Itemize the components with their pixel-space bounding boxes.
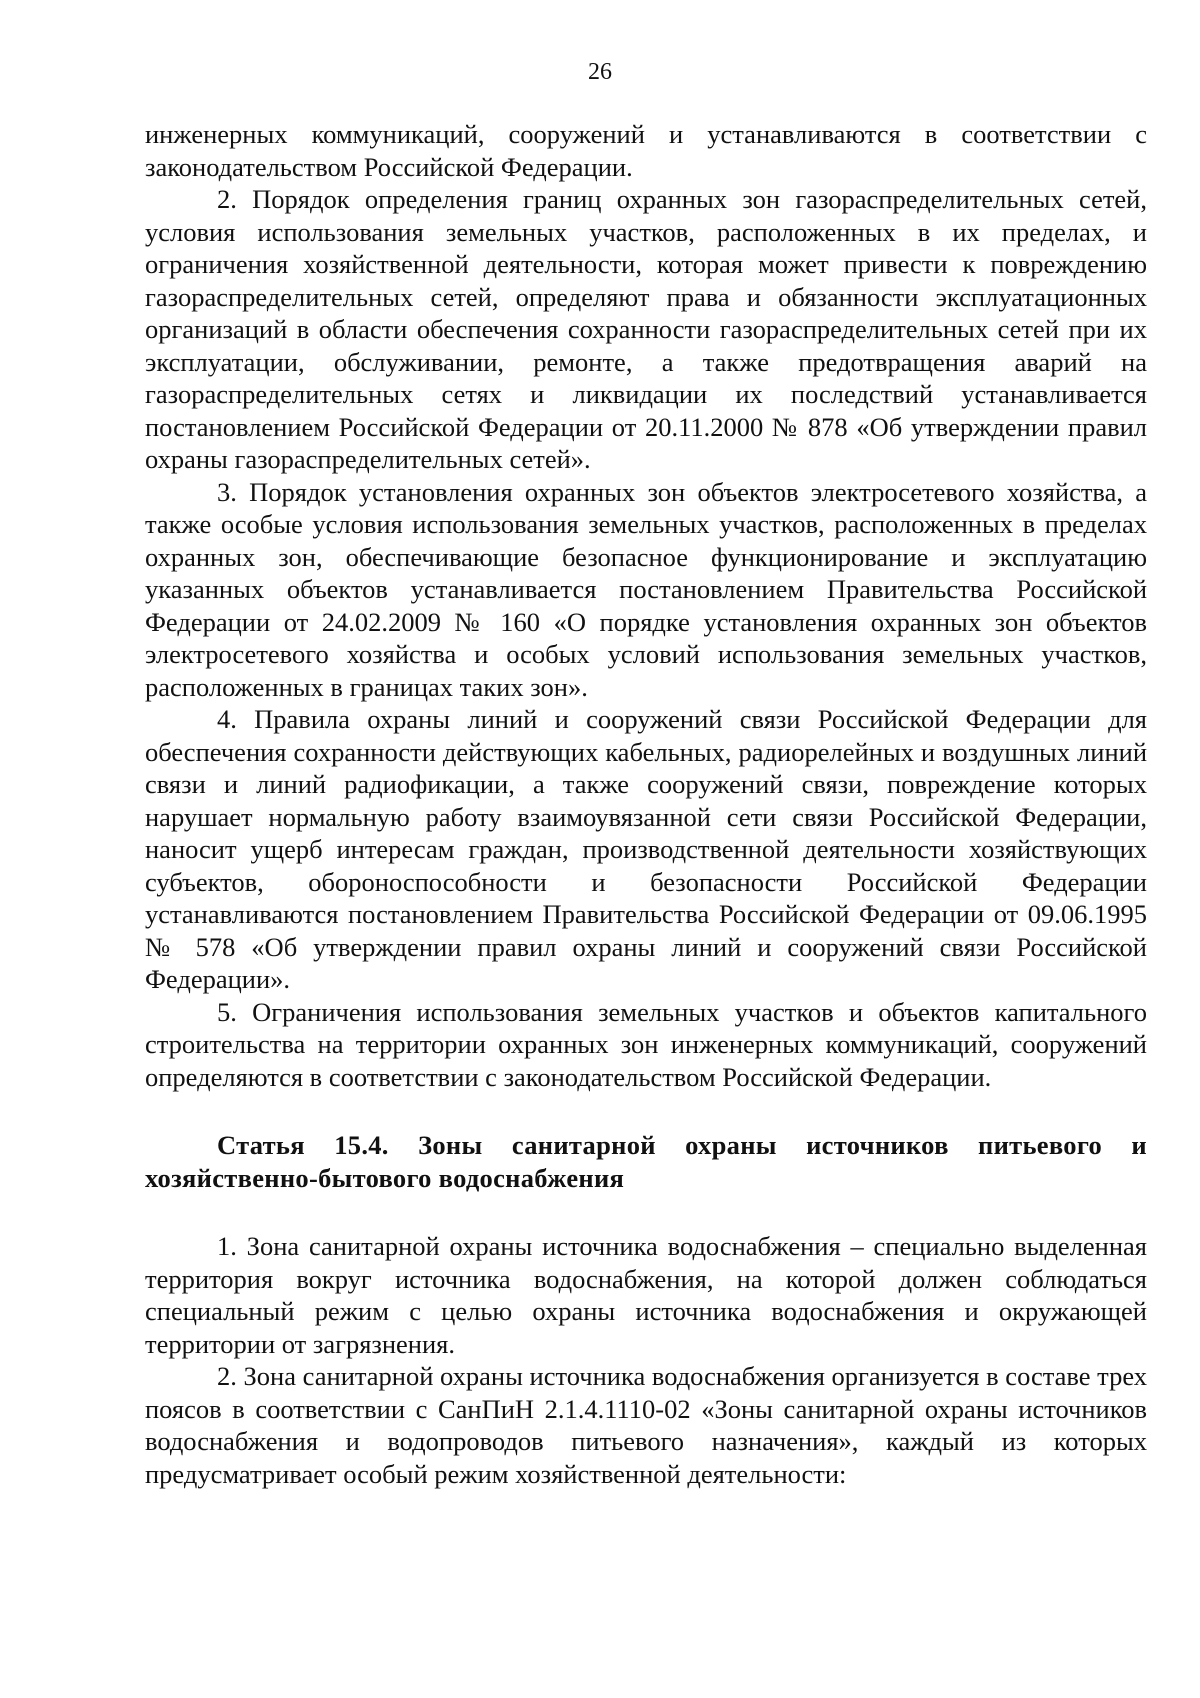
page-number: 26 (588, 59, 612, 85)
paragraph-item-3-electric-grid: 3. Порядок установления охранных зон объектов электросетевого хозяйства, а также особые условия использования земельных участков, расположенных в пределах охранных зон, обеспечивающие безопасное функционирование и эксплуатацию указанных объектов устанавливается постановлением Правительства Российской Федерации от 24.02.2009 № 160 «О порядке установления охранных зон объектов электросетевого хозяйства и особых условий использования земельных участков, расположенных в границах таких зон». (145, 476, 1147, 702)
paragraph-item-4-communication-lines: 4. Правила охраны линий и сооружений связи Российской Федерации для обеспечения сохранности действующих кабельных, радиорелейных и воздушных линий связи и линий радиофикации, а также сооружений связи, повреждение которых нарушает нормальную работу взаимоувязанной сети связи Российской Федерации, наносит ущерб интересам граждан, производственной деятельности хозяйствующих субъектов, обороноспособности и безопасности Российской Федерации устанавливаются постановлением Правительства Российской Федерации от 09.06.1995 № 578 «Об утверждении правил охраны линий и сооружений связи Российской Федерации». (145, 704, 1147, 994)
article-heading-15-4: Статья 15.4. Зоны санитарной охраны источников питьевого и хозяйственно-бытового водоснабжения (145, 1130, 1147, 1193)
paragraph-15-4-item-1: 1. Зона санитарной охраны источника водоснабжения – специально выделенная территория вокруг источника водоснабжения, на которой должен соблюдаться специальный режим с целью охраны источника водоснабжения и окружающей территории от загрязнения. (145, 1231, 1147, 1359)
paragraph-15-4-item-2: 2. Зона санитарной охраны источника водоснабжения организуется в составе трех поясов в соответствии с СанПиН 2.1.4.1110-02 «Зоны санитарной охраны источников водоснабжения и водопроводов питьевого назначения», каждый из которых предусматривает особый режим хозяйственной деятельности: (145, 1361, 1147, 1489)
paragraph-continuation: инженерных коммуникаций, сооружений и устанавливаются в соответствии с законодательством Российской Федерации. (145, 119, 1147, 182)
page-body (145, 118, 1147, 1490)
paragraph-item-2-gas-networks: 2. Порядок определения границ охранных зон газораспределительных сетей, условия использования земельных участков, расположенных в их пределах, и ограничения хозяйственной деятельности, которая может привести к повреждению газораспределительных сетей, определяют права и обязанности эксплуатационных организаций в области обеспечения сохранности газораспределительных сетей при их эксплуатации, обслуживании, ремонте, а также предотвращения аварий на газораспределительных сетях и ликвидации их последствий устанавливается постановлением Российской Федерации от 20.11.2000 № 878 «Об утверждении правил охраны газораспределительных сетей». (145, 184, 1147, 474)
paragraph-item-5-restrictions: 5. Ограничения использования земельных участков и объектов капитального строительства на территории охранных зон инженерных коммуникаций, сооружений определяются в соответствии с законодательством Российской Федерации. (145, 996, 1147, 1092)
